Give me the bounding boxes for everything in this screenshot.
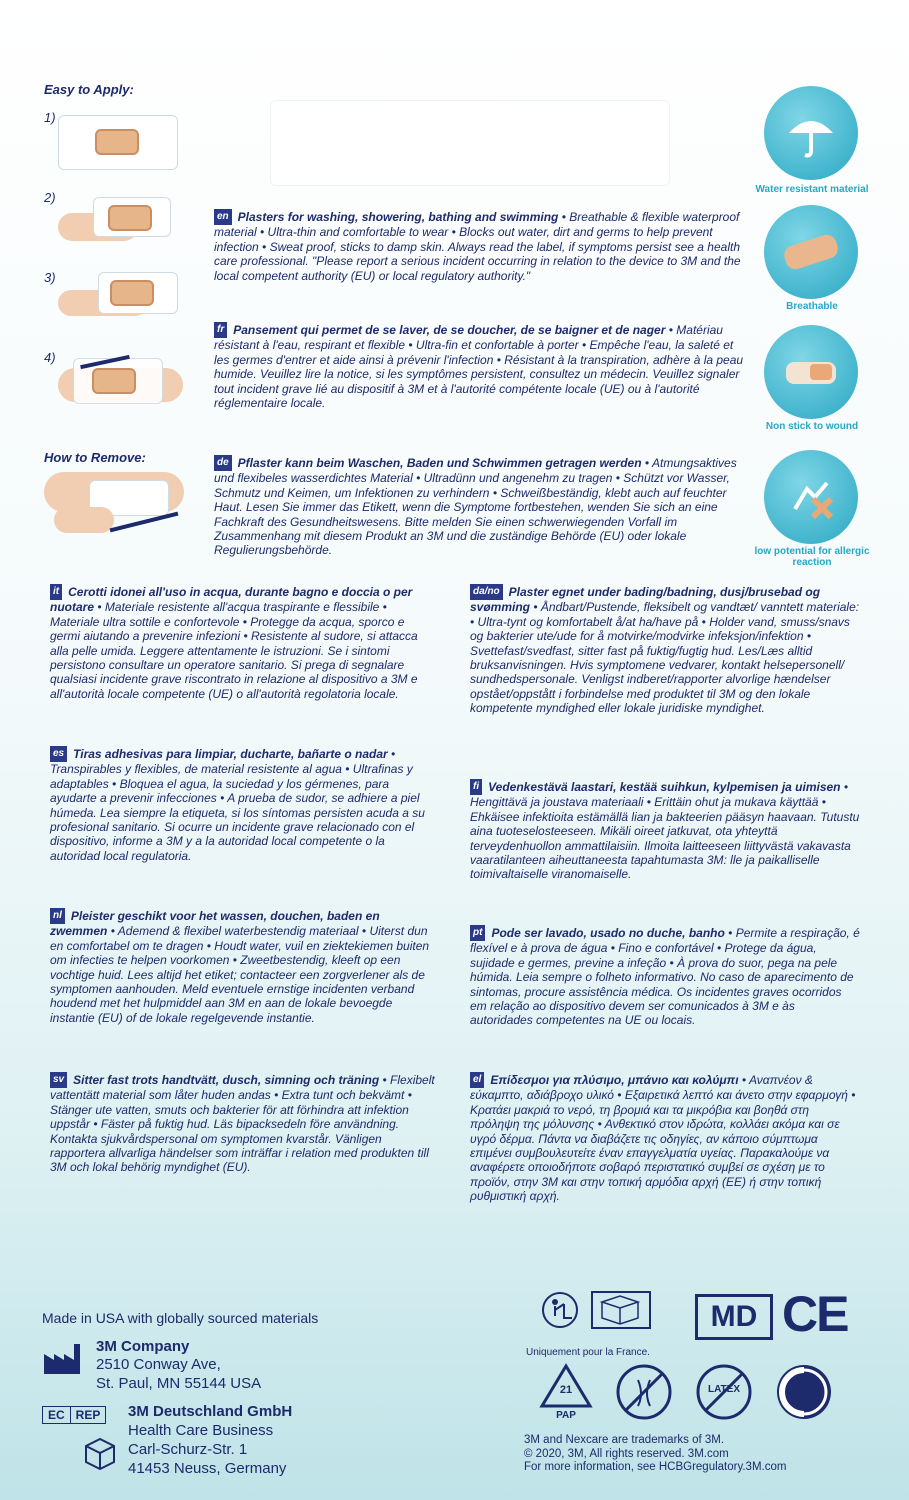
plaster-icon	[110, 280, 154, 306]
body-sv: • Flexibelt vattentätt material som låter huden andas • Extra tunt och bekvämt • Stänger ute vatten, smuts och bakterier för att förhindra att infektion uppstår • Fäster på fuktig hud. Läs bipacksedeln före användning. Kontakta sjukvårdspersonal om symptomen kvarstår. Vänligen rapportera allvarliga händelser som inträffar i relation med produkten till 3M och lokal behörig myndighet (EU).	[50, 1073, 435, 1175]
step-3-number: 3)	[44, 270, 56, 285]
eu-rep-address-1: Health Care Business	[128, 1422, 274, 1439]
non-stick-badge	[752, 325, 872, 440]
pap-number: 21	[559, 1384, 573, 1396]
step-1-illustration	[58, 115, 178, 170]
step-1-number: 1)	[44, 110, 56, 125]
step-2-illustration	[58, 185, 183, 250]
ec-rep-symbol	[42, 1406, 106, 1424]
apply-title: Easy to Apply:	[44, 82, 134, 97]
ec-label: EC	[43, 1407, 71, 1423]
text-block-fi	[470, 779, 860, 882]
water-resistant-badge	[752, 78, 872, 198]
remove-title: How to Remove:	[44, 450, 146, 465]
breathable-badge	[752, 205, 872, 315]
step-3-illustration	[58, 258, 183, 323]
packaging-box-icon	[82, 1436, 118, 1470]
eu-rep-address-3: 41453 Neuss, Germany	[128, 1460, 287, 1477]
body-nl: • Ademend & flexibel waterbestendig materiaal • Uiterst dun en comfortabel om te dragen • Houdt water, vuil en ziektekiemen buiten om infecties te helpen voorkomen • Zweetbestendig, kleeft op een vochtige huid. Lees altijd het etiket; contacteer een zorgverlener als de symptomen aanhouden. Meld eventuele ernstige incidenten verband houdend met het hulpmiddel aan 3M en aan de lokale bevoegde instantie (EU) of de lokale regelgevende instantie.	[50, 924, 430, 1025]
lang-badge-dano: da/no	[470, 584, 503, 600]
text-block-es	[50, 746, 435, 863]
eu-rep-name: 3M Deutschland GmbH	[128, 1403, 293, 1420]
body-fr: • Matériau résistant à l'eau, respirant et flexible • Ultra-fin et confortable à porter • Empêche l'eau, la saleté et les germes d'entrer et aide ainsi à prévenir l'infection • Résistant à la transpiration, adhère à la peau humide. Veuillez lire la notice, si les symptômes persistent, consultez un médecin. Veuillez signaler tout incident grave lié au dispositif à 3M et à l'autorité compétente locale (UE) ou à l'autorité réglementaire locale.	[214, 323, 744, 411]
hypoallergenic-icon	[764, 450, 858, 544]
manufacturer-icon	[42, 1342, 82, 1376]
text-block-de	[214, 455, 744, 558]
text-block-nl	[50, 908, 435, 1025]
plaster-icon	[92, 368, 136, 394]
pap-label: PAP	[556, 1410, 576, 1421]
green-dot-icon	[774, 1362, 834, 1422]
remove-illustration	[44, 462, 189, 537]
lang-badge-fr: fr	[214, 322, 227, 338]
lang-badge-pt: pt	[470, 925, 485, 941]
made-in-text: Made in USA with globally sourced materials	[42, 1310, 319, 1326]
non-stick-caption: Non stick to wound	[765, 421, 859, 432]
heading-fr: Pansement qui permet de se laver, de se doucher, de se baigner et de nager	[233, 323, 666, 337]
lang-badge-nl: nl	[50, 908, 65, 924]
heading-nl: Pleister geschikt voor het wassen, douchen, baden en zwemmen	[50, 909, 380, 939]
text-block-el	[470, 1072, 860, 1204]
umbrella-icon	[764, 86, 858, 180]
latex-free-icon	[694, 1362, 754, 1422]
heading-it: Cerotti idonei all'uso in acqua, durante bagno e doccia o per nuotare	[50, 585, 413, 615]
step-2-number: 2)	[44, 190, 56, 205]
triman-box-icon	[590, 1290, 652, 1330]
body-fi: • Hengittävä ja joustava materiaali • Erittäin ohut ja mukava käyttää • Ehkäisee infektioita estämällä lian ja bakteerien pääsyn haavaan. Tutustu aina tuoteselosteeseen. Mikäli oireet jatkuvat, ota yhteyttä terveydenhuollon ammattilaisiin. Ilmoita laitteeseen liittyvästä vakavasta vaaratilanteen aiheuttaneesta tapahtumasta 3M: lle ja paikalliselle toimivaltaiselle viranomaiselle.	[470, 780, 860, 882]
trademark-line-2: © 2020, 3M, All rights reserved. 3M.com	[524, 1447, 729, 1460]
text-block-it	[50, 584, 435, 701]
ce-mark: CE	[782, 1286, 848, 1342]
heading-dano: Plaster egnet under bading/badning, dusj/brusebad og svømming	[470, 585, 821, 615]
body-it: • Materiale resistente all'acqua traspirante e flessibile • Materiale ultra sottile e confortevole • Protegge da acqua, sporco e germi aiutando a prevenire infezioni • Resistente al sudore, si attacca alla pelle umida. Leggere attentamente le istruzioni. Se i sintomi persistono consultare un operatore sanitario. Si prega di segnalare qualsiasi incidente grave riscontrato in relazione al dispositivo a 3M e all'autorità locale competente (UE) o all'autorità regolatoria locale.	[50, 600, 418, 701]
do-not-reuse-icon	[614, 1362, 674, 1422]
company-address-1: 2510 Conway Ave,	[96, 1356, 221, 1373]
body-pt: • Permite a respiração, é flexível e à prova de água • Fino e confortável • Protege da água, sujidade e germes, previne a infeção • À prova do suor, pega na pele húmida. Leia sempre o folheto informativo. No caso de aparecimento de sintomas, procure assistência médica. Os incidentes graves ocorridos em relação ao dispositivo devem ser comunicados à 3M e às autoridades competentes na UE ou locais.	[470, 926, 860, 1028]
body-dano: • Åndbart/Pustende, fleksibelt og vandtæt/ vanntett materiale: • Ultra-tynt og komfortabelt å/at ha/have på • Holder vand, smuss/snavs og bakterier ute/ude for å motvirke/modvirke infeksjon/infektion • Svettefast/svedfast, sitter fast på fuktig/fugtig hud. Les/Læs alltid bruksanvisningen. Hvis symptomene vedvarer, kontakt helsepersonell/ sundhedspersonale. Venligst indberet/rapporter alvorlige hændelser opstået/oppstått i forbindelse med produktet til 3M og den lokale kompetente myndighed eller lokale juridiske myndighet.	[470, 600, 860, 716]
text-block-sv	[50, 1072, 435, 1175]
lang-badge-fi: fi	[470, 779, 482, 795]
trademark-line-3: For more information, see HCBGregulatory.3M.com	[524, 1461, 787, 1473]
body-en: • Breathable & flexible waterproof material • Ultra-thin and comfortable to wear • Blocks out water, dirt and germs to help prevent infection • Sweat proof, sticks to damp skin. Always read the label, if symptoms persist see a health care professional. "Please report a serious incident occurring in relation to the device to 3M and the local competent authority (EU) or local regulatory authority."	[214, 210, 741, 283]
heading-sv: Sitter fast trots handtvätt, dusch, simning och träning	[73, 1073, 380, 1087]
allergy-badge	[752, 450, 872, 575]
latex-label: LATEX	[707, 1384, 741, 1395]
recycling-person-icon	[540, 1290, 582, 1330]
allergy-caption: low potential for allergic reaction	[754, 546, 870, 568]
lang-badge-de: de	[214, 455, 232, 471]
lang-badge-sv: sv	[50, 1072, 67, 1088]
heading-en: Plasters for washing, showering, bathing and swimming	[237, 210, 559, 224]
lang-badge-el: el	[470, 1072, 484, 1088]
company-address-2: St. Paul, MN 55144 USA	[96, 1375, 262, 1392]
heading-fi: Vedenkestävä laastari, kestää suihkun, kylpemisen ja uimisen	[488, 780, 841, 794]
text-block-en	[214, 209, 744, 283]
pap-21-recycling-icon	[538, 1362, 594, 1424]
heading-el: Επίδεσμοι για πλύσιμο, μπάνιο και κολύμπι	[490, 1073, 739, 1087]
text-block-fr	[214, 322, 744, 410]
hand-icon	[54, 507, 114, 533]
step-4-illustration	[58, 340, 188, 410]
water-resistant-caption: Water resistant material	[755, 184, 869, 195]
plaster-icon	[95, 129, 139, 155]
heading-es: Tiras adhesivas para limpiar, ducharte, bañarte o nadar	[73, 747, 388, 761]
text-block-dano	[470, 584, 860, 716]
md-symbol: MD	[695, 1294, 773, 1340]
lang-badge-en: en	[214, 209, 232, 225]
rep-label: REP	[75, 1408, 101, 1422]
lang-badge-es: es	[50, 746, 67, 762]
body-de: • Atmungsaktives und flexibeles wasserdichtes Material • Ultradünn und angenehm zu tragen • Schützt vor Wasser, Schmutz und Keimen, um Infektionen zu verhindern • Schweißbeständig, klebt auch auf feuchter Haut. Lesen Sie immer das Etikett, wenn die Symptome fortbestehen, wenden Sie sich an eine Fachkraft des Gesundheitswesens. Bitte melden Sie einen schwerwiegenden Vorfall im Zusammenhang mit diesem Produkt an 3M und die zuständige Behörde (EU) oder lokale Regulierungsbehörde.	[214, 456, 737, 558]
lang-badge-it: it	[50, 584, 62, 600]
france-only-text: Uniquement pour la France.	[526, 1347, 650, 1358]
body-es: • Transpirables y flexibles, de material resistente al agua • Ultrafinas y adaptables • Bloquea el agua, la suciedad y los gérmenes, para ayudarte a prevenir infecciones • A prueba de sudor, se adhiere a piel húmeda. Lea siempre la etiqueta, si los síntomas persisten acuda a su profesional sanitario. Si ocurre un incidente grave relacionado con el dispositivo, informe a 3M y a la autoridad local competente o la autoridad local regulatoria.	[50, 747, 425, 863]
wound-pad-icon	[764, 325, 858, 419]
plaster-icon	[108, 205, 152, 231]
company-name: 3M Company	[96, 1338, 190, 1355]
heading-de: Pflaster kann beim Waschen, Baden und Schwimmen getragen werden	[237, 456, 642, 470]
text-block-pt	[470, 925, 860, 1028]
eu-rep-address-2: Carl-Schurz-Str. 1	[128, 1441, 248, 1458]
heading-pt: Pode ser lavado, usado no duche, banho	[491, 926, 725, 940]
trademark-block	[524, 1434, 786, 1475]
breathable-caption: Breathable	[786, 301, 838, 312]
step-4-number: 4)	[44, 350, 56, 365]
trademark-line-1: 3M and Nexcare are trademarks of 3M.	[524, 1434, 725, 1446]
breathable-plaster-icon	[764, 205, 858, 299]
hang-hole-window	[270, 100, 670, 186]
body-el: • Αναπνέον & εύκαμπτο, αδιάβροχο υλικό • Εξαιρετικά λεπτό και άνετο στην εφαρμογή • Κρατάει μακριά το νερό, τη βρομιά και τα μικρόβια και βοηθά στη πρόληψη της μόλυνσης • Ανθεκτικό στον ιδρώτα, κολλάει ακόμα και σε υγρό δέρμα. Πάντα να διαβάζετε τις οδηγίες, αν κάποιο σύμπτωμα επιμένει συμβουλευτείτε έναν επαγγελματία υγείας. Παρακαλούμε να αναφέρετε οποιοδήποτε σοβαρό περιστατικό συμβεί σε σχέση με το προϊόν, στην 3M και στην τοπική αρμόδια αρχή (ΕΕ) ή στην τοπική ρυθμιστική αρχή.	[470, 1073, 856, 1204]
